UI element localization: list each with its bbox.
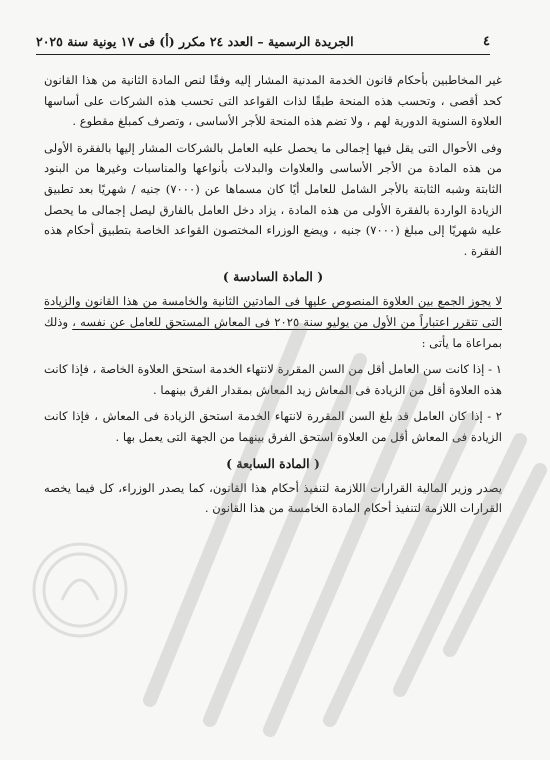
- paragraph-2: وفى الأحوال التى يقل فيها إجمالى ما يحصل عليه العامل بالشركات المشار إليها بالفقرة الأولى من هذه المادة من الأجر الأساسى والعلاوات والبدلات بأنواعها والمناسبات وغيرها من البنود الثابتة وشبه الثابتة بالأجر الشامل للعامل أيًا كان مسماها عن (٧٠٠٠) جنيه / شهريًا بعد تطبيق الزيادة الواردة بالفقرة الأولى من هذه المادة ، يزاد دخل العامل بالفارق ليصل إجمالى ما يحصل عليه شهريًا إلى مبلغ (٧٠٠٠) جنيه ، ويضع الوزراء المختصون القواعد الخاصة بتطبيق أحكام هذه الفقرة .: [44, 140, 502, 258]
- paragraph-3-underlined: لا يجوز الجمع بين العلاوة المنصوص عليها فى المادتين الثانية والخامسة من هذا القانون والزيادة التى تتقرر اعتباراً من الأول من يوليو سنة ٢٠٢٥ فى المعاش المستحق للعامل عن نفسه ،: [44, 294, 502, 329]
- paragraph-4: يصدر وزير المالية القرارات اللازمة لتنفيذ أحكام هذا القانون، كما يصدر الوزراء، كل فيما يخصه القرارات اللازمة لتنفيذ أحكام المادة الخامسة من هذا القانون .: [44, 480, 502, 516]
- list-item-1: ١ - إذا كانت سن العامل أقل من السن المقررة لانتهاء الخدمة استحق العلاوة الخاصة ، فإذا كانت هذه العلاوة أقل من الزيادة فى المعاش زيد المعاش بمقدار الفرق بينهما .: [44, 362, 502, 397]
- article-6-heading: ( المادة السادسة ): [222, 269, 324, 285]
- paragraph-3-rest: وذلك بمراعاة ما يأتى :: [44, 314, 502, 350]
- page-number: ٤: [483, 33, 490, 49]
- article-7-heading: ( المادة السابعة ): [226, 455, 320, 471]
- list-item-2: ٢ - إذا كان العامل قد بلغ السن المقررة لانتهاء الخدمة استحق الزيادة فى المعاش ، فإذا كانت الزيادة فى المعاش أقل من العلاوة استحق الفرق بينهما من الجهة التى يعمل بها .: [44, 409, 502, 444]
- paragraph-1: غير المخاطبين بأحكام قانون الخدمة المدنية المشار إليه وفقًا لنص المادة الثانية من هذا القانون كحد أقصى ، وتحسب هذه المنحة طبقًا لذات القواعد التى تحسب هذه الشركات على أساسها العلاوة السنوية الدورية لهم ، ولا تضم هذه المنحة للأجر الأساسى ، وتصرف كمبلغ مقطوع .: [44, 73, 502, 129]
- page-header: [36, 28, 490, 55]
- paragraph-3: [44, 291, 502, 353]
- gazette-issue-title: الجريدة الرسمية – العدد ٢٤ مكرر (أ) فى ١٧ يونية سنة ٢٠٢٥: [36, 33, 354, 49]
- document-body: [44, 70, 502, 525]
